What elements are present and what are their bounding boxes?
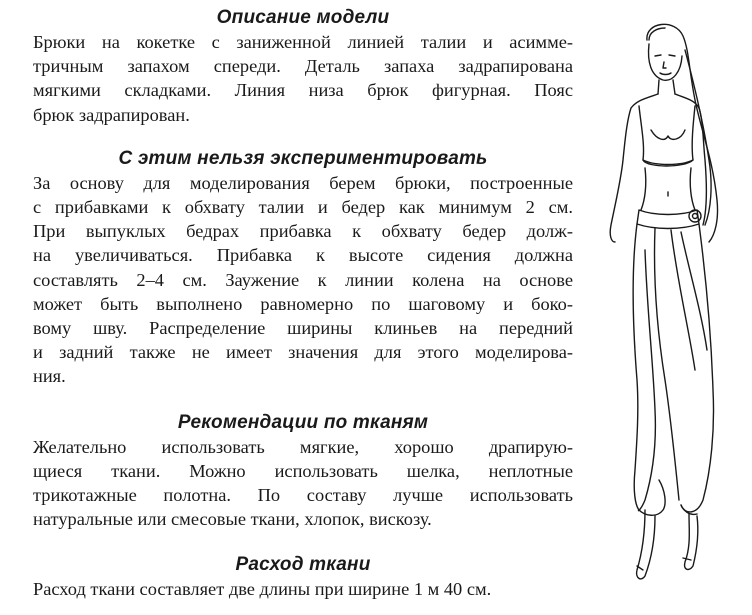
text-line: составлять 2–4 см. Заужение к линии колена на основе (33, 269, 573, 290)
paragraph-fabric-consumption (33, 577, 573, 601)
text-line: Брюки на кокетке с заниженной линией талии и асимме- (33, 32, 573, 52)
text-line: мягкими складками. Линия низа брюк фигурная. Пояс (33, 80, 573, 101)
text-line: может быть выполнено равномерно по шаговому и боко- (33, 293, 573, 314)
text-line: на увеличиваться. Прибавка к высоте сидения должна (33, 245, 573, 266)
text-line: брюк задрапирован. (33, 104, 190, 125)
left-foot-icon (637, 510, 655, 579)
text-line: щиеся ткани. Можно использовать шелка, неплотные (33, 460, 573, 481)
text-line: с прибавками к обхвату талии и бедер как минимум 2 см. (33, 197, 573, 218)
crop-top-icon (639, 106, 695, 165)
section-model-description (33, 6, 573, 127)
right-foot-icon (685, 514, 698, 569)
text-line: и задний также не имеет значения для этого моделирова- (33, 342, 573, 363)
section-fabric-recommendations (33, 411, 573, 532)
heading-fabric-consumption: Расход ткани (235, 554, 371, 576)
left-arm-icon (610, 94, 658, 242)
paragraph-fabric-recommendations (33, 435, 573, 532)
text-line: тричным запахом спереди. Деталь запаха задрапирована (33, 56, 573, 77)
right-arm-icon (675, 94, 706, 225)
section-fabric-consumption (33, 553, 573, 601)
paragraph-model-description (33, 30, 573, 127)
document-text-column (33, 6, 573, 602)
text-line: Желательно использовать мягкие, хорошо драпирую- (33, 436, 573, 457)
text-line: За основу для моделирования берем брюки, построенные (33, 172, 573, 193)
text-line: натуральные или смесовые ткани, хлопок, вискозу. (33, 509, 432, 530)
trousers-icon (633, 224, 639, 510)
heading-model-description: Описание модели (216, 7, 390, 28)
text-line: вому шву. Распределение ширины клиньев на передний (33, 318, 573, 339)
fashion-figure-illustration (585, 10, 745, 610)
section-do-not-experiment (33, 147, 573, 389)
text-line: трикотажные полотна. По составу лучше использовать (33, 485, 573, 506)
text-line: Расход ткани составляет две длины при ширине 1 м 40 см. (33, 579, 492, 600)
text-line: ния. (33, 366, 66, 387)
paragraph-do-not-experiment (33, 171, 573, 389)
heading-fabric-recommendations: Рекомендации по тканям (177, 411, 429, 433)
heading-do-not-experiment: С этим нельзя экспериментировать (118, 147, 488, 169)
text-line: При выпуклых бедрах прибавка к обхвату бедер долж- (33, 221, 573, 242)
